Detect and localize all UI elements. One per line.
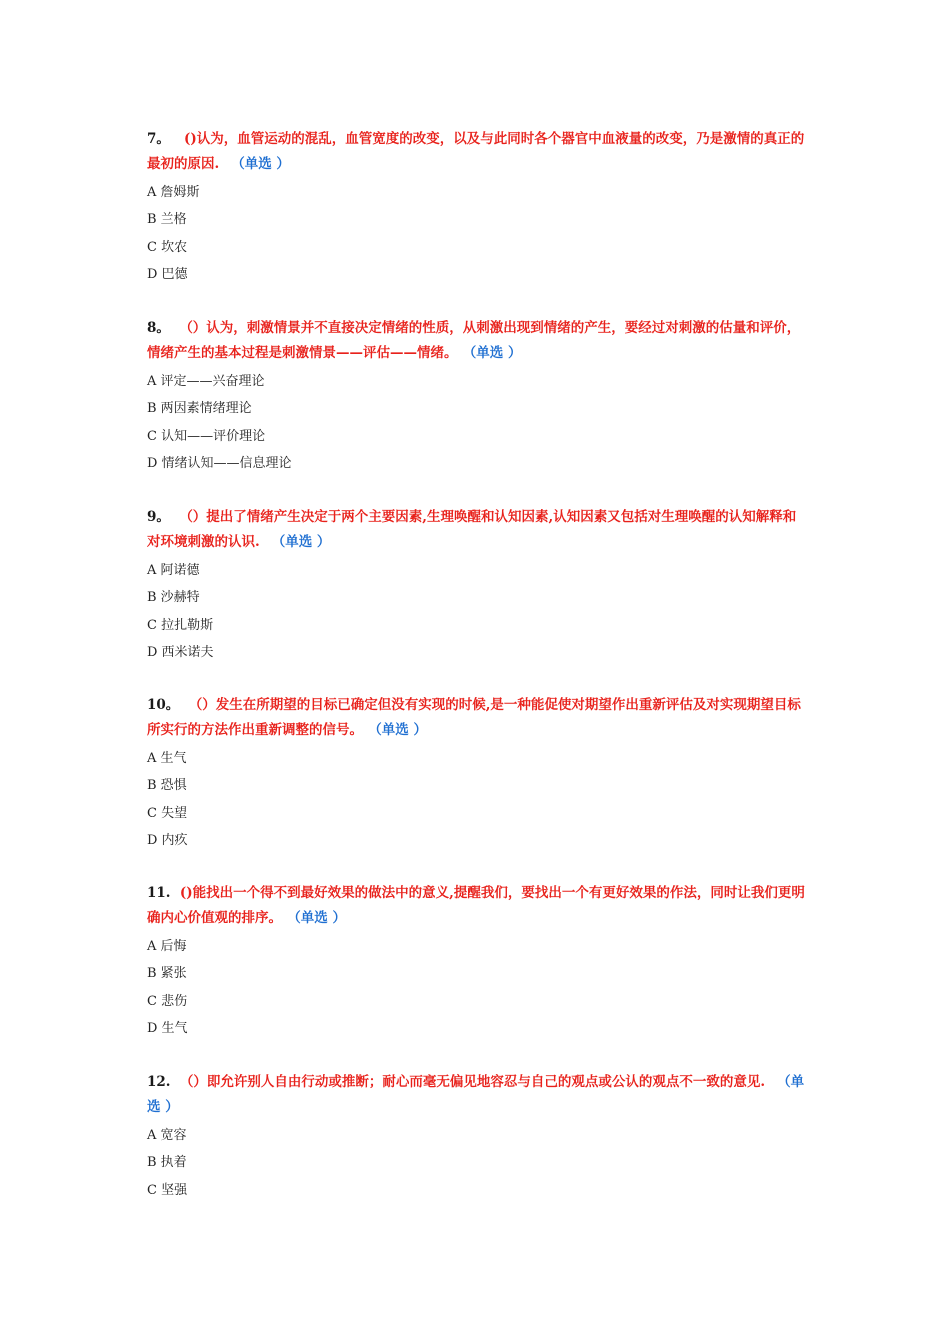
- option-a: A 阿诺德: [147, 563, 200, 578]
- question-number: 9。: [147, 509, 170, 525]
- option-list: [147, 933, 807, 1042]
- question-text: （）提出了情绪产生决定于两个主要因素,生理唤醒和认知因素,认知因素又包括对生理唤醒的认知解释和对环境刺激的认识.: [147, 509, 797, 550]
- option-a: A 评定——兴奋理论: [147, 374, 265, 389]
- option-d: D 西米诺夫: [147, 644, 214, 660]
- option-c: C 拉扎勒斯: [147, 617, 214, 633]
- question-stem: [147, 505, 807, 555]
- option-d: D 内疚: [147, 832, 188, 848]
- question-11: [147, 881, 807, 1042]
- question-stem: [147, 1070, 807, 1120]
- question-text: （）认为，刺激情景并不直接决定情绪的性质，从刺激出现到情绪的产生，要经过对刺激的估量和评价，情绪产生的基本过程是刺激情景——评估——情绪。: [147, 320, 801, 361]
- option-list: [147, 557, 807, 666]
- option-b: B 沙赫特: [147, 590, 200, 606]
- option-list: [147, 1122, 807, 1204]
- question-9: [147, 505, 807, 666]
- option-d: D 情绪认知——信息理论: [147, 455, 292, 471]
- option-d: D 巴德: [147, 266, 188, 282]
- question-number: 12.: [147, 1074, 171, 1090]
- option-b: B 兰格: [147, 212, 187, 228]
- option-list: [147, 745, 807, 854]
- question-type-tag: （单选 ）: [271, 534, 331, 550]
- option-c: C 失望: [147, 805, 188, 821]
- question-12: [147, 1070, 807, 1204]
- question-type-tag: （单选 ）: [231, 156, 290, 172]
- option-a: A 詹姆斯: [147, 185, 200, 200]
- question-stem: [147, 316, 807, 366]
- question-type-tag: （单选 ）: [147, 1074, 805, 1115]
- option-list: [147, 179, 807, 288]
- option-a: A 后悔: [147, 939, 187, 954]
- question-number: 11.: [147, 885, 171, 901]
- option-d: D 生气: [147, 1020, 188, 1036]
- question-7: [147, 127, 807, 288]
- option-a: A 宽容: [147, 1128, 187, 1143]
- question-stem: [147, 127, 807, 177]
- option-c: C 坚强: [147, 1182, 188, 1198]
- option-b: B 紧张: [147, 966, 187, 982]
- question-stem: [147, 693, 807, 743]
- question-text: （）发生在所期望的目标已确定但没有实现的时候,是一种能促使对期望作出重新评估及对实现期望目标所实行的方法作出重新调整的信号。: [147, 697, 801, 738]
- option-c: C 坎农: [147, 239, 188, 255]
- question-stem: [147, 881, 807, 931]
- question-number: 8。: [147, 320, 170, 336]
- option-b: B 恐惧: [147, 778, 187, 794]
- question-number: 10。: [147, 697, 180, 713]
- question-8: [147, 316, 807, 477]
- option-a: A 生气: [147, 751, 187, 766]
- question-number: 7。: [147, 131, 170, 147]
- option-b: B 执着: [147, 1155, 187, 1171]
- question-text: （）即允许别人自由行动或推断；耐心而毫无偏见地容忍与自己的观点或公认的观点不一致的意见.: [179, 1074, 766, 1090]
- question-type-tag: （单选 ）: [375, 722, 427, 738]
- option-list: [147, 368, 807, 477]
- question-10: [147, 693, 807, 854]
- question-text: ()认为，血管运动的混乱，血管宽度的改变，以及与此同时各个器官中血液量的改变，乃是激情的真正的最初的原因.: [147, 131, 805, 172]
- question-type-tag: （单选 ）: [469, 345, 522, 361]
- question-type-tag: （单选 ）: [294, 910, 346, 926]
- question-text: ()能找出一个得不到最好效果的做法中的意义,提醒我们，要找出一个有更好效果的作法，同时让我们更明确内心价值观的排序。: [147, 885, 805, 926]
- option-c: C 认知——评价理论: [147, 428, 266, 444]
- option-b: B 两因素情绪理论: [147, 401, 252, 417]
- option-c: C 悲伤: [147, 993, 188, 1009]
